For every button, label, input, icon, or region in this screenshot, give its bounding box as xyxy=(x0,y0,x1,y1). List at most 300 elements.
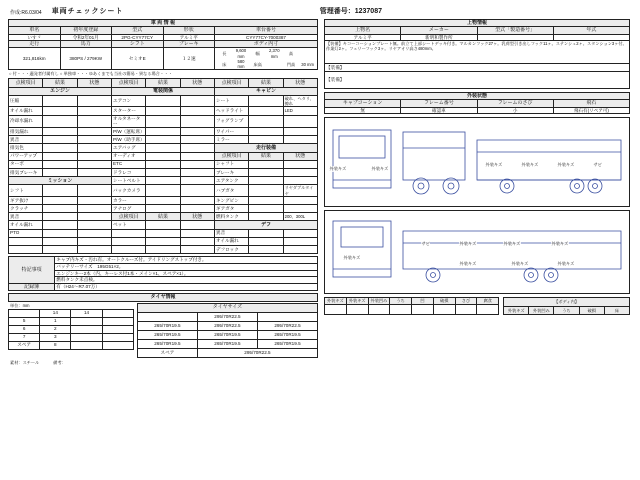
col-vehicle-name: 車名 xyxy=(9,27,61,34)
insp-result[interactable] xyxy=(43,229,77,237)
cargo-table xyxy=(324,19,630,89)
insp-result[interactable] xyxy=(146,107,180,115)
insp-result[interactable] xyxy=(146,160,180,168)
damage-label-top-6: サビ xyxy=(593,162,602,168)
insp-item: ワイパー xyxy=(214,128,248,136)
cargo-col-maker: メーカー xyxy=(401,27,477,34)
insp-result[interactable] xyxy=(146,144,180,152)
insp-blank xyxy=(9,245,43,253)
tire-area xyxy=(8,303,318,358)
insp-result[interactable] xyxy=(43,107,77,115)
insp-state[interactable] xyxy=(283,115,317,127)
legend-body-col-3: 破損 xyxy=(579,306,604,314)
legend-body-col-2: うち xyxy=(554,306,579,314)
tire-cell[interactable]: 265/70R19.5 xyxy=(137,321,197,330)
insp-state[interactable] xyxy=(283,205,317,213)
insp-blank xyxy=(111,245,145,253)
legend-col-6: さび xyxy=(455,298,477,304)
insp-state[interactable] xyxy=(180,95,214,107)
insp-state[interactable] xyxy=(77,144,111,152)
insp-state[interactable] xyxy=(283,196,317,204)
insp-col-state-2: 状態 xyxy=(180,79,214,87)
remarks-line-4: 燃料タンク未点検。 xyxy=(55,277,318,284)
insp-item: ハブガタ xyxy=(214,185,248,197)
exterior-col-frameno: フレーム番号 xyxy=(401,100,477,107)
tire-cell[interactable]: 295/70R22.5 xyxy=(197,312,257,321)
insp-result[interactable] xyxy=(43,160,77,168)
axle-num[interactable]: 6 xyxy=(9,325,40,333)
vehicle-diagram-bottom xyxy=(324,210,630,294)
insp-result[interactable] xyxy=(249,245,283,253)
axle-num[interactable]: 5 xyxy=(9,317,40,325)
axle-cell[interactable] xyxy=(102,325,133,333)
group-mission-title: ミッション xyxy=(9,177,112,185)
legend-cell[interactable] xyxy=(433,304,455,314)
axle-table xyxy=(8,309,134,350)
truck-outline-bottom-svg xyxy=(325,211,629,292)
insp-item: エアコン xyxy=(111,95,145,107)
val-chassis: CYY77CY-7000387 xyxy=(215,34,318,41)
val-model: 2PG-CYY77CY xyxy=(112,34,164,41)
insp-item: ETC xyxy=(111,160,145,168)
tire-cell[interactable]: 265/70R19.5 xyxy=(197,330,257,339)
val-mileage: 321,816km xyxy=(9,48,61,70)
document-header xyxy=(10,6,632,16)
insp-result[interactable] xyxy=(249,229,283,237)
val-first-reg: 令和2年01月 xyxy=(60,34,112,41)
insp-result[interactable] xyxy=(146,185,180,197)
exterior-val-framerust: 小 xyxy=(477,107,553,114)
insp-state[interactable] xyxy=(283,168,317,176)
insp-state[interactable] xyxy=(77,152,111,160)
wheel-material-row xyxy=(10,360,318,366)
damage-label-bottom-2: サビ xyxy=(421,241,430,247)
insp-item: ターボ xyxy=(9,160,43,168)
insp-result[interactable] xyxy=(249,205,283,213)
insp-col-item-2b: 点検項目 xyxy=(111,213,145,221)
insp-result[interactable] xyxy=(146,115,180,127)
insp-item: オイル漏れ xyxy=(214,237,248,245)
insp-col-item-3b: 点検項目 xyxy=(214,152,248,160)
tire-spare-label: スペア xyxy=(137,348,197,357)
remarks-line-3: エンジンキー2本（内、キーレス付1本・メイン×1、スペア×1）。 xyxy=(55,270,318,277)
insp-result[interactable] xyxy=(43,95,77,107)
insp-col-state-1: 状態 xyxy=(77,79,111,87)
insp-state[interactable] xyxy=(283,229,317,237)
insp-result[interactable] xyxy=(249,213,283,221)
exterior-col-cab: キャブコーション xyxy=(325,100,401,107)
insp-item: スターター xyxy=(111,107,145,115)
exterior-table xyxy=(324,92,630,114)
insp-blank xyxy=(146,229,180,237)
dim-key-floor: 床 xyxy=(222,61,227,67)
col-power: 馬力 xyxy=(60,41,112,48)
damage-label-top-1: 外装キズ xyxy=(329,166,347,172)
remarks-title: 特記事項 xyxy=(9,257,55,284)
insp-state[interactable] xyxy=(283,136,317,144)
tire-cell[interactable]: 295/70R22.5 xyxy=(197,321,257,330)
insp-item: P/W（運転席） xyxy=(112,128,145,134)
cargo-val-maker: 新明和製作所 xyxy=(401,34,477,41)
insp-item: 排気色 xyxy=(9,144,43,152)
insp-item: 異音 xyxy=(9,136,43,144)
insp-blank xyxy=(43,245,77,253)
insp-col-item-2: 点検項目 xyxy=(111,79,145,87)
legend-col-7: 腐食 xyxy=(477,298,499,304)
insp-state[interactable] xyxy=(180,168,214,176)
insp-blank xyxy=(111,229,145,237)
main-columns xyxy=(8,19,632,366)
insp-col-result-3: 結果 xyxy=(249,79,283,87)
legend-cell[interactable] xyxy=(477,304,499,314)
vehicle-info-table xyxy=(8,19,318,70)
truck-outline-top-svg xyxy=(325,118,629,205)
insp-blank xyxy=(77,237,111,245)
insp-state[interactable] xyxy=(180,196,214,204)
insp-result[interactable] xyxy=(43,196,77,204)
insp-blank xyxy=(180,229,214,237)
insp-state[interactable]: 破れ、ヘタリ、擦れ xyxy=(283,95,317,107)
dim-val-height xyxy=(299,48,316,59)
insp-result[interactable] xyxy=(146,128,180,136)
insp-result[interactable] xyxy=(43,221,77,229)
axle-cell[interactable] xyxy=(71,325,102,333)
axle-num[interactable]: 7 xyxy=(9,333,40,341)
cargo-val-model xyxy=(477,34,553,41)
insp-result[interactable] xyxy=(249,237,283,245)
insp-state[interactable] xyxy=(180,136,214,144)
insp-result[interactable] xyxy=(249,185,283,197)
insp-item: エアタンク xyxy=(214,177,248,185)
tire-size-head: タイヤサイズ xyxy=(137,303,317,312)
group-electric-title: 電装関係 xyxy=(111,87,214,95)
insp-result[interactable] xyxy=(249,95,283,107)
insp-state[interactable] xyxy=(180,177,214,185)
spare-label: スペア xyxy=(9,341,40,349)
insp-state[interactable] xyxy=(77,196,111,204)
insp-item: エアバッグ xyxy=(111,144,145,152)
insp-state[interactable] xyxy=(283,160,317,168)
legend-col-1: 外装キズ xyxy=(346,298,368,304)
axle-cell[interactable] xyxy=(71,333,102,341)
dim-key-length: 長 xyxy=(222,51,227,57)
axle-diagram xyxy=(8,303,134,358)
damage-label-top-2: 外装キズ xyxy=(371,166,389,172)
cargo-equipment-note xyxy=(325,41,630,64)
creation-date: 作成:R6.03/04 xyxy=(10,10,42,16)
axle-cell[interactable] xyxy=(102,333,133,341)
insp-item: 冷却水漏れ xyxy=(9,115,43,127)
remarks-line-2: バッテリーサイズ 195G51×2。 xyxy=(55,263,318,270)
insp-item: ブレーキ xyxy=(214,168,248,176)
insp-item: シート xyxy=(214,95,248,107)
page-title: 車両チェックシート xyxy=(51,8,124,15)
insp-state[interactable] xyxy=(77,213,111,221)
insp-col-result-3b: 結果 xyxy=(249,152,283,160)
dim-val-floor: 580 mm xyxy=(237,58,245,70)
col-brake: ブレーキ xyxy=(163,41,215,48)
insp-result[interactable] xyxy=(43,152,77,160)
insp-state[interactable] xyxy=(77,128,111,136)
axle-num[interactable]: 1 xyxy=(40,317,71,325)
insp-result[interactable] xyxy=(146,136,180,144)
damage-label-top-4: 外装キズ xyxy=(521,162,539,168)
insp-state[interactable] xyxy=(283,245,317,253)
insp-item-bed: ベット xyxy=(111,221,145,229)
insp-item: 排気漏れ xyxy=(9,128,43,136)
insp-item: フォグランプ xyxy=(214,115,248,127)
insp-blank xyxy=(180,245,214,253)
val-shape: アルミ平 xyxy=(163,34,215,41)
insp-state[interactable] xyxy=(77,168,111,176)
legend-body-table xyxy=(503,297,630,314)
axle-left-front[interactable]: 14 xyxy=(40,309,71,317)
dim-val-floorheight xyxy=(266,59,283,70)
record-book-value: 有（H24～R7.07万） xyxy=(55,284,318,291)
tire-cell[interactable]: 265/70R19.5 xyxy=(137,330,197,339)
damage-label-bottom-6: 外装キズ xyxy=(459,261,477,267)
insp-item: 排気ブレーキ xyxy=(9,168,43,176)
insp-item: 燃料タンク xyxy=(214,213,248,221)
insp-result[interactable] xyxy=(249,160,283,168)
legend-col-4: 凹 xyxy=(412,298,434,304)
insp-result[interactable] xyxy=(43,205,77,213)
legend-col-0: 外装キズ xyxy=(325,298,347,304)
remarks-line-1: キャブ内キズ・汚れ有。オートクルーズ付。アイドリングストップ付き。 xyxy=(55,257,318,264)
cargo-col-year: 年式 xyxy=(553,27,629,34)
dim-val-width: 2,370 mm xyxy=(269,48,280,59)
tire-cell[interactable]: 265/70R19.5 xyxy=(257,330,317,339)
axle-cell[interactable] xyxy=(102,317,133,325)
remarks-table xyxy=(8,256,318,291)
insp-item: ギア抜け xyxy=(9,196,43,204)
damage-label-bottom-4: 外装キズ xyxy=(503,241,521,247)
insp-col-state-3: 状態 xyxy=(283,79,317,87)
insp-result[interactable] xyxy=(43,115,77,127)
insp-item: シートベルト xyxy=(111,177,145,185)
exterior-val-frameno: 確認車 xyxy=(401,107,477,114)
legend-cell[interactable] xyxy=(346,304,368,314)
insp-result[interactable] xyxy=(249,136,283,144)
insp-item: オルタネーター xyxy=(111,115,145,127)
unit-label: 単位：mm xyxy=(10,302,30,308)
insp-state[interactable] xyxy=(77,115,111,127)
col-shape: 形状 xyxy=(163,27,215,34)
spare-number[interactable]: 8 xyxy=(40,341,71,349)
exterior-col-framerust: フレームのさび xyxy=(477,100,553,107)
insp-item: カラー xyxy=(111,196,145,204)
val-vehicle-name: いすゞ xyxy=(9,34,61,41)
cargo-title: 上物情報 xyxy=(325,20,630,27)
group-deff-title: デフ xyxy=(214,221,317,229)
legend-body-col-4: 床 xyxy=(604,306,629,314)
insp-item: ヘッドライト xyxy=(214,107,248,115)
axle-cell[interactable] xyxy=(102,341,133,349)
legend-cell[interactable] xyxy=(325,304,347,314)
insp-result[interactable] xyxy=(146,95,180,107)
axle-cell[interactable] xyxy=(9,309,40,317)
insp-state[interactable] xyxy=(180,152,214,160)
dim-key-floorheight: 床高 xyxy=(253,61,262,67)
insp-result[interactable] xyxy=(249,177,283,185)
exterior-title: 外装状態 xyxy=(325,93,630,100)
exterior-val-cab: 無 xyxy=(325,107,401,114)
damage-legend xyxy=(324,297,630,314)
axle-cell[interactable] xyxy=(71,317,102,325)
exterior-col-stone: 飛石 xyxy=(553,100,629,107)
insp-item: シフト xyxy=(9,185,43,197)
insp-result[interactable] xyxy=(249,196,283,204)
legend-body-col-0: 外装キズ xyxy=(504,306,529,314)
damage-label-top-5: 外装キズ xyxy=(557,162,575,168)
dim-val-gate: 30 mm xyxy=(301,61,315,67)
insp-result[interactable] xyxy=(146,152,180,160)
insp-result[interactable] xyxy=(146,221,180,229)
cargo-equipment-text: キコーコーションプレート無。前立て上部シートデッキ付き。マルカンフック27ヶ。乳荷型引き出しフック11ヶ。ステンシュ2ヶ。スタンション3ヶ付。作業灯2ヶ。フェリーフック3ヶ。リヤアオリ高さ480mm。 xyxy=(326,41,627,52)
insp-col-item-1: 点検項目 xyxy=(9,79,43,87)
insp-result[interactable] xyxy=(146,177,180,185)
legend-cell[interactable] xyxy=(368,304,390,314)
wheel-material: 素材：スチール xyxy=(10,359,40,365)
legend-body-title: 【ボディ内】 xyxy=(504,298,630,306)
tire-cell[interactable]: 265/70R19.5 xyxy=(137,339,197,348)
damage-label-bottom-1: 外装キズ xyxy=(343,255,361,261)
axle-num[interactable]: 2 xyxy=(40,325,71,333)
group-running-title: 走行装備 xyxy=(214,144,317,152)
insp-blank xyxy=(9,237,43,245)
insp-item: シャフト xyxy=(214,160,248,168)
insp-result[interactable] xyxy=(43,213,77,221)
insp-result[interactable] xyxy=(249,128,283,136)
insp-state[interactable] xyxy=(180,107,214,115)
tire-cell[interactable] xyxy=(257,312,317,321)
cargo-col-name: 上物名 xyxy=(325,27,401,34)
insp-item: PTO xyxy=(9,229,43,237)
insp-col-result-1: 結果 xyxy=(43,79,77,87)
insp-state[interactable]: リヤダブルタイヤ xyxy=(283,185,317,197)
insp-result[interactable] xyxy=(146,168,180,176)
legend-col-3: うち xyxy=(390,298,412,304)
insp-state[interactable]: LED xyxy=(283,107,317,115)
legend-col-5: 破損 xyxy=(433,298,455,304)
val-brake: １２速 xyxy=(163,48,215,70)
insp-col-state-2b: 状態 xyxy=(180,213,214,221)
insp-state[interactable] xyxy=(180,221,214,229)
dim-key-height: 高 xyxy=(288,51,294,57)
insp-item: ドラレコ xyxy=(111,168,145,176)
cargo-equipment-label: 【装備】 xyxy=(326,41,343,47)
insp-result[interactable] xyxy=(249,107,283,115)
axle-cell[interactable] xyxy=(71,341,102,349)
cargo-col-model: 型式「製造番号」 xyxy=(477,27,553,34)
insp-col-state-3b: 状態 xyxy=(283,152,317,160)
insp-result[interactable] xyxy=(43,128,77,136)
insp-state[interactable] xyxy=(180,144,214,152)
insp-state[interactable] xyxy=(283,128,317,136)
exterior-val-stone: 飛石有(リペア可) xyxy=(553,107,629,114)
insp-state[interactable] xyxy=(77,205,111,213)
insp-state[interactable] xyxy=(283,237,317,245)
insp-item: ミラー xyxy=(214,136,248,144)
tire-remark-label: 備考： xyxy=(53,359,66,365)
insp-blank xyxy=(77,245,111,253)
insp-result[interactable] xyxy=(43,136,77,144)
tire-spare-size[interactable]: 295/70R22.5 xyxy=(197,348,317,357)
col-chassis: 車台番号 xyxy=(215,27,318,34)
insp-item: オーディオ xyxy=(111,152,145,160)
insp-state[interactable] xyxy=(180,160,214,168)
damage-label-top-3: 外装キズ xyxy=(485,162,503,168)
insp-state[interactable] xyxy=(180,205,214,213)
legend-left-table xyxy=(324,297,499,314)
insp-item: アナログ xyxy=(111,205,145,213)
legend-col-2: 外装凹み xyxy=(368,298,390,304)
cargo-free-2: 【装備】 xyxy=(325,72,630,89)
col-model: 型式 xyxy=(112,27,164,34)
insp-state[interactable] xyxy=(77,95,111,107)
insp-state[interactable] xyxy=(283,177,317,185)
insp-state[interactable] xyxy=(180,185,214,197)
tire-cell[interactable] xyxy=(137,312,197,321)
insp-result[interactable] xyxy=(249,115,283,127)
insp-item: クラッチ xyxy=(9,205,43,213)
tire-cell[interactable]: 265/70R19.5 xyxy=(257,339,317,348)
legend-cell[interactable] xyxy=(412,304,434,314)
inspection-table xyxy=(8,78,318,254)
insp-state[interactable] xyxy=(77,221,111,229)
insp-item: オイル漏れ xyxy=(9,221,43,229)
tire-cell[interactable]: 265/70R19.5 xyxy=(197,339,257,348)
legend-cell[interactable] xyxy=(390,304,412,314)
tire-size-table xyxy=(137,303,318,358)
legend-cell[interactable] xyxy=(455,304,477,314)
cargo-val-name: アルミ平 xyxy=(325,34,401,41)
insp-item: バックカメラ xyxy=(111,185,145,197)
vehicle-info-title: 車 両 情 報 xyxy=(9,20,318,27)
dim-key-gate: 門高 xyxy=(286,61,296,67)
insp-state[interactable] xyxy=(77,136,111,144)
axle-right-front[interactable]: 14 xyxy=(71,309,102,317)
axle-num[interactable]: 3 xyxy=(40,333,71,341)
insp-item: 異音 xyxy=(214,229,248,237)
management-number: 管理番号：1237087 xyxy=(319,8,382,15)
insp-state[interactable] xyxy=(77,229,111,237)
insp-result[interactable] xyxy=(43,144,77,152)
insp-result[interactable] xyxy=(146,196,180,204)
tire-cell[interactable]: 295/70R22.5 xyxy=(257,321,317,330)
insp-result[interactable] xyxy=(43,185,77,197)
insp-result[interactable] xyxy=(249,168,283,176)
insp-state[interactable] xyxy=(77,160,111,168)
insp-item: デフロック xyxy=(214,245,248,253)
insp-state[interactable] xyxy=(180,128,214,136)
insp-state[interactable]: 200、300L xyxy=(283,213,317,221)
insp-state[interactable] xyxy=(180,115,214,127)
insp-result[interactable] xyxy=(146,205,180,213)
insp-item: オイル漏れ xyxy=(9,107,43,115)
insp-blank xyxy=(146,237,180,245)
group-engine-title: エンジン xyxy=(9,87,112,95)
insp-result[interactable] xyxy=(43,168,77,176)
col-first-reg: 初年度登録 xyxy=(60,27,112,34)
damage-label-bottom-3: 外装キズ xyxy=(459,241,477,247)
insp-state[interactable] xyxy=(77,107,111,115)
left-column xyxy=(8,19,318,366)
axle-cell[interactable] xyxy=(102,309,133,317)
tire-section-table xyxy=(8,293,318,301)
cargo-val-year xyxy=(553,34,629,41)
insp-state[interactable] xyxy=(77,185,111,197)
